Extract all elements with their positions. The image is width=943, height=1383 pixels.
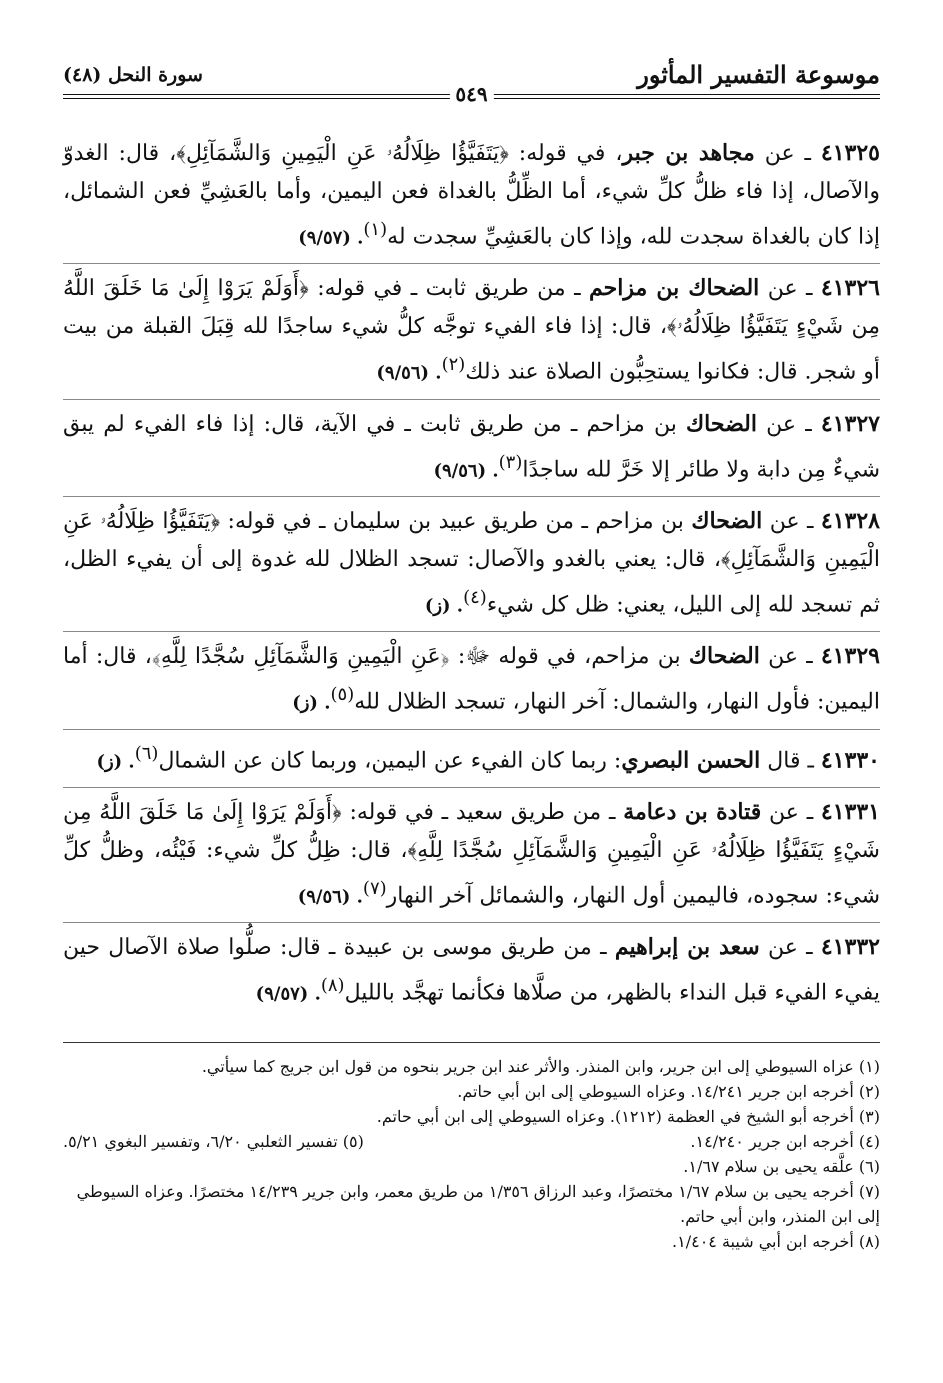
- footnote: (٦) علَّقه يحيى بن سلام ١/٦٧.: [683, 1157, 880, 1176]
- surah-title: سورة النحل (٤٨): [63, 64, 203, 86]
- page-header: [63, 56, 880, 106]
- entry-body: ، قال: الغدوّ والآصال، إذا فاء ظلُّ كلِّ شيء، أما الظِّلُّ بالغداة فعن اليمين، وأما بالعَشِيِّ فعن الشمائل، إذا كان بالغداة سجدت لله، وإذا كان بالعَشِيِّ سجدت له: [63, 141, 880, 250]
- footnote: (٨) أخرجه ابن أبي شيبة ١/٤٠٤.: [672, 1232, 880, 1251]
- narrator-name: الضحاك: [688, 643, 760, 670]
- entry-chain: :: [606, 747, 622, 773]
- narrator-name: مجاهد بن جبر: [622, 140, 755, 166]
- source-ref: . (٩/٥٦): [433, 459, 499, 481]
- entry-body: ، قال: أما اليمين: فأول النهار، والشمال: آخر النهار، تسجد الظلال لله: [63, 644, 880, 715]
- entry-body: إذا فاء الفيء لم يبق شيءٌ مِن دابة ولا طائر إلا خَرَّ لله ساجدًا: [63, 411, 880, 482]
- entry-number: ٤١٣٢٧: [820, 410, 880, 437]
- quran-quote: ﴿أَوَلَمْ يَرَوْا إِلَىٰ مَا خَلَقَ اللَّهُ مِن شَيْءٍ يَتَفَيَّؤُا ظِلَالُهُۥ عَنِ الْيَمِينِ وَالشَّمَآئِلِ سُجَّدًا لِلَّهِ﴾: [63, 799, 880, 863]
- narrator-name: الضحاك بن مزاحم: [588, 275, 760, 302]
- quran-quote: ﴿يَتَفَيَّؤُا ظِلَالُهُۥ عَنِ الْيَمِينِ وَالشَّمَآئِلِ﴾: [63, 508, 880, 572]
- footnote-mark: (٧): [362, 877, 387, 899]
- source-ref: . (٩/٥٦): [376, 362, 442, 384]
- book-title: موسوعة التفسير المأثور: [637, 60, 880, 89]
- entries: [63, 134, 880, 1020]
- footnotes: [63, 1054, 880, 1254]
- footnote-separator: [63, 1042, 880, 1043]
- entry-lead: ـ عن: [759, 276, 821, 302]
- entry-body: ، قال: ظِلُّ كلِّ شيء: فَيْئُه، وظلُّ كلِّ شيء: سجوده، فاليمين أول النهار، والشمائل آخر النهار: [63, 837, 880, 909]
- quran-quote: ﴿عَنِ الْيَمِينِ وَالشَّمَآئِلِ سُجَّدًا لِلَّهِ﴾: [151, 644, 450, 670]
- narrator-name: الضحاك: [691, 507, 763, 534]
- footnote-mark: (٦): [134, 742, 159, 764]
- entry-body: ربما كان الفيء عن اليمين، وربما كان عن الشمال: [158, 747, 607, 773]
- page-number: ٥٤٩: [449, 82, 493, 106]
- footnote-mark: (٣): [498, 451, 523, 473]
- entry-lead: ـ عن: [759, 644, 821, 670]
- entry-lead: ـ عن: [761, 799, 821, 825]
- entry: [63, 787, 880, 922]
- footnote: (٢) أخرجه ابن جرير ١٤/٢٤١. وعزاه السيوطي إلى ابن أبي حاتم.: [457, 1082, 880, 1101]
- entry: [63, 134, 880, 263]
- source-ref: . (ز): [292, 692, 331, 714]
- entry-chain: ـ من طريق موسى بن عبيدة ـ قال:: [271, 935, 615, 961]
- footnote: (٥) تفسير الثعلبي ٦/٢٠، وتفسير البغوي ٥/٢١.: [63, 1132, 364, 1151]
- source-ref: . (ز): [96, 750, 135, 772]
- source-ref: . (٩/٥٦): [297, 886, 363, 908]
- footnote-mark: (٤): [463, 586, 487, 608]
- entry-chain: بن مزاحم ـ من طريق ثابت ـ في الآية، قال:: [254, 411, 687, 437]
- quran-quote: ﴿يَتَفَيَّؤُا ظِلَالُهُۥ عَنِ الْيَمِينِ وَالشَّمَآئِلِ﴾: [176, 141, 509, 166]
- entry-lead: ـ قال: [760, 747, 821, 773]
- narrator-name: الضحاك: [686, 410, 757, 437]
- entry: [63, 399, 880, 496]
- entry-body: صلُّوا صلاة الآصال حين يفيء الفيء قبل النداء بالظهر، من صلَّاها فكأنما تهجَّد بالليل: [63, 935, 880, 1006]
- footnote: (٣) أخرجه أبو الشيخ في العظمة (١٢١٢). وعزاه السيوطي إلى ابن أبي حاتم.: [376, 1107, 880, 1126]
- source-ref: . (ز): [424, 595, 464, 617]
- entry-number: ٤١٣٢٩: [820, 643, 880, 670]
- entry-chain: ـ من طريق ثابت ـ في قوله:: [308, 276, 589, 302]
- footnote: (٤) أخرجه ابن جرير ١٤/٢٤٠.: [690, 1132, 880, 1151]
- entry: [63, 729, 880, 787]
- source-ref: . (٩/٥٧): [298, 227, 364, 249]
- footnote-mark: (١): [363, 219, 388, 240]
- entry-body: ، قال: يعني بالغدو والآصال: تسجد الظلال لله غدوة إلى أن يفيء الظل، ثم تسجد لله إلى الليل، يعني: ظل كل شيء: [63, 546, 880, 618]
- source-ref: . (٩/٥٧): [255, 983, 321, 1005]
- entry-lead: ـ عن: [756, 411, 821, 437]
- entry: [63, 263, 880, 398]
- entry: [63, 496, 880, 631]
- entry: [63, 922, 880, 1019]
- entry: [63, 631, 880, 728]
- entry-number: ٤١٣٢٨: [820, 507, 880, 534]
- entry-chain: ، في قوله:: [508, 141, 623, 166]
- narrator-name: قتادة بن دعامة: [623, 798, 762, 825]
- entry-chain: ـ من طريق سعيد ـ في قوله:: [341, 799, 624, 825]
- entry-lead: ـ عن: [754, 141, 821, 166]
- entry-number: ٤١٣٣٠: [820, 746, 880, 773]
- footnote-mark: (٢): [441, 354, 466, 376]
- footnote-row: [63, 1129, 880, 1154]
- footnote: (١) عزاه السيوطي إلى ابن جرير، وابن المنذر. والأثر عند ابن جرير بنحوه من قول ابن جريج كما سيأتي.: [201, 1057, 880, 1076]
- quran-quote: ﴿أَوَلَمْ يَرَوْا إِلَىٰ مَا خَلَقَ اللَّهُ مِن شَيْءٍ يَتَفَيَّؤُا ظِلَالُهُۥ﴾: [63, 276, 881, 340]
- footnote: (٧) أخرجه يحيى بن سلام ١/٦٧ مختصرًا، وعبد الرزاق ١/٣٥٦ من طريق معمر، وابن جرير ١٤/٢٣٩ مختصرًا. وعزاه السيوطي إلى ابن المنذر، وابن أبي حاتم.: [76, 1182, 880, 1226]
- entry-lead: ـ عن: [762, 508, 821, 534]
- entry-chain: بن مزاحم، في قوله ﷻ:: [449, 644, 689, 670]
- entry-number: ٤١٣٢٥: [820, 140, 880, 166]
- entry-number: ٤١٣٢٦: [820, 275, 880, 302]
- footnote-mark: (٨): [320, 975, 345, 997]
- entry-lead: ـ عن: [759, 935, 821, 961]
- footnote-mark: (٥): [330, 684, 355, 706]
- narrator-name: الحسن البصري: [621, 746, 761, 773]
- entry-number: ٤١٣٣١: [820, 798, 880, 825]
- narrator-name: سعد بن إبراهيم: [614, 934, 760, 961]
- entry-number: ٤١٣٣٢: [820, 934, 880, 961]
- entry-body: ، قال: إذا فاء الفيء توجَّه كلُّ شيء ساجدًا لله قِبَلَ القبلة من بيت أو شجر. قال: فكانوا يستحِبُّون الصلاة عند ذلك: [63, 314, 880, 385]
- entry-chain: بن مزاحم ـ من طريق عبيد بن سليمان ـ في قوله:: [220, 508, 692, 534]
